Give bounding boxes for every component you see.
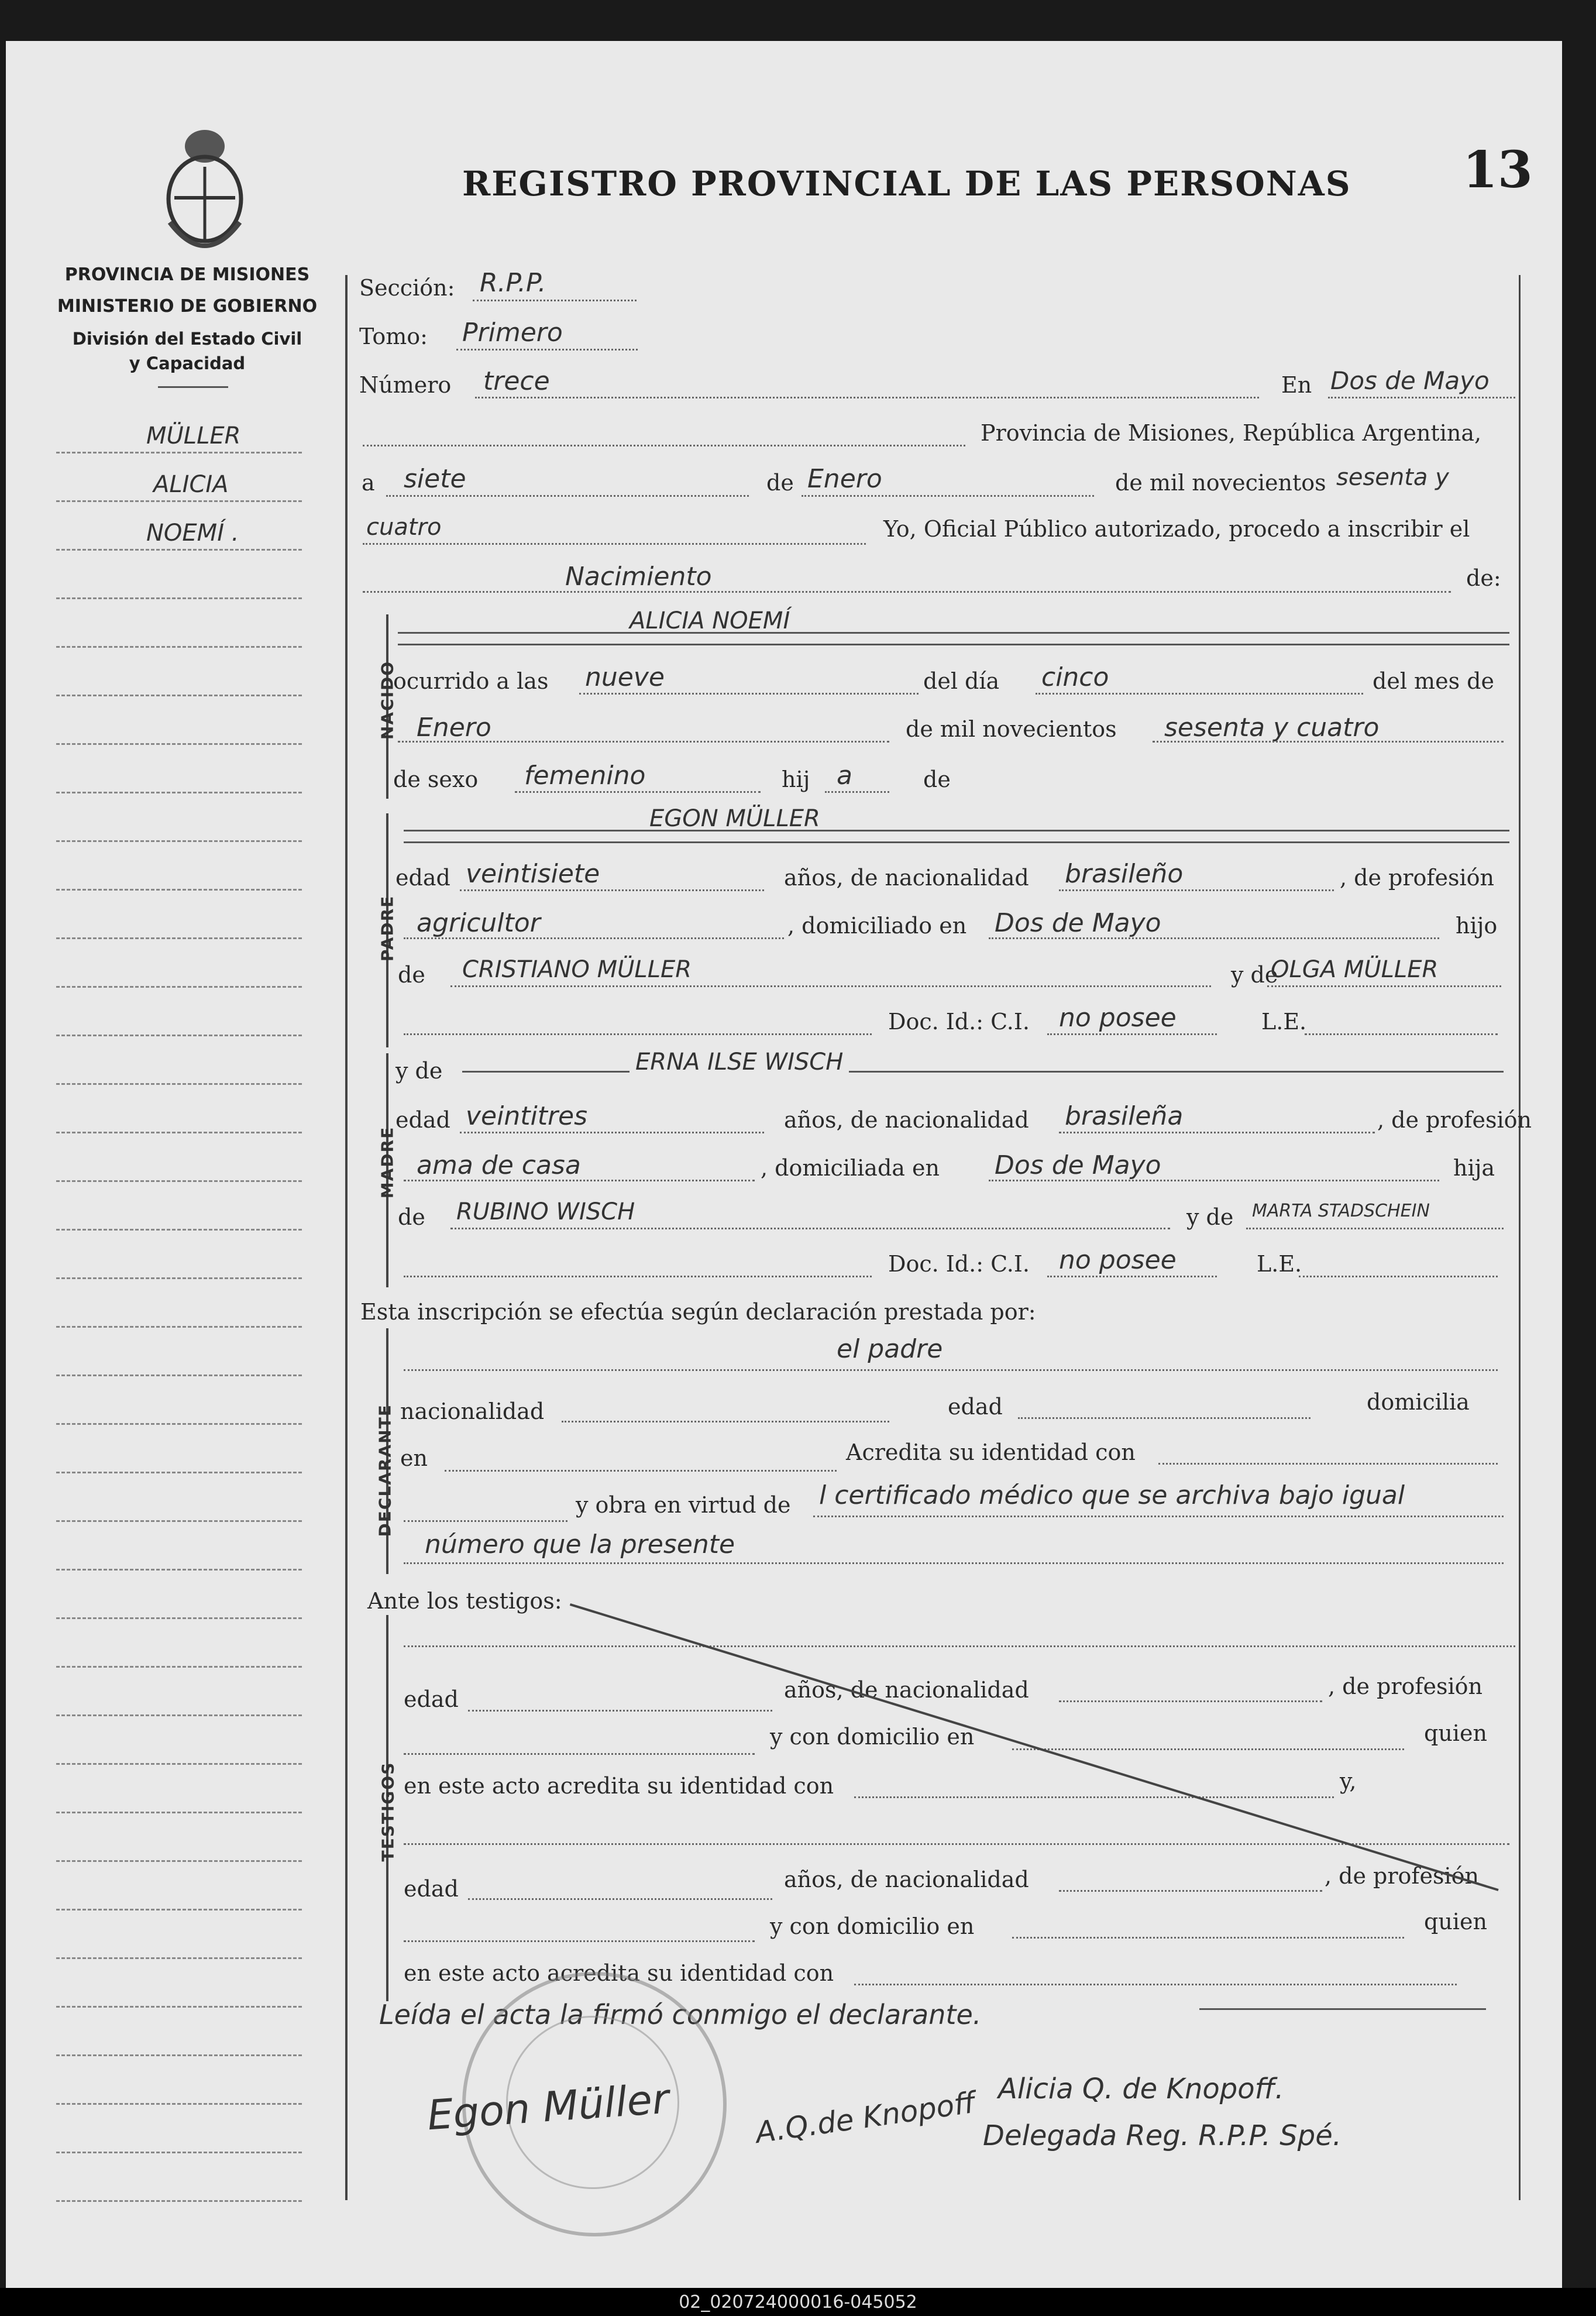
madre-le-line: [1299, 1276, 1498, 1277]
numero-label: Número: [359, 372, 452, 398]
margin-ruled-line: [56, 889, 302, 891]
oficial-cargo: Delegada Reg. R.P.P. Spé.: [983, 2119, 1342, 2152]
madre-madre-line: [1246, 1228, 1504, 1229]
padre-de-label: de: [398, 962, 425, 988]
margin-ruled-line: [56, 2152, 302, 2153]
margin-ruled-line: [56, 1666, 302, 1668]
margin-name-1: ALICIA: [153, 471, 229, 498]
margin-ruled-line: [56, 597, 302, 599]
division-line-2: y Capacidad: [129, 353, 246, 373]
margin-ruled-line: [56, 840, 302, 842]
madre-edad-line: [460, 1132, 764, 1133]
margin-ruled-line: [56, 2054, 302, 2056]
margin-ruled-line: [56, 1909, 302, 1910]
margin-ruled-line: [56, 986, 302, 988]
decl-obra-blank: [404, 1520, 567, 1522]
margin-ruled-line: [56, 792, 302, 793]
padre-le-line: [1305, 1033, 1498, 1035]
margin-ruled-line: [56, 1229, 302, 1231]
padre-doc-line: [1047, 1033, 1217, 1035]
hijo-label: hijo: [1456, 913, 1498, 939]
madre-top-rule: [462, 1071, 1504, 1073]
margin-ruled-line: [56, 1569, 302, 1571]
divider: [158, 386, 228, 388]
t1-prof-label: , de profesión: [1328, 1674, 1483, 1699]
nacido-top-rule: [398, 632, 1509, 634]
nacido-section-label: NACIDO: [377, 660, 397, 740]
en-line: [1328, 397, 1515, 398]
madre-profesion: ama de casa: [417, 1150, 581, 1180]
main-right-border: [1519, 275, 1521, 2200]
margin-ruled-line: [56, 1812, 302, 1813]
t2-prof-line: [404, 1940, 755, 1942]
declarante-signature: Egon Müller: [425, 2074, 670, 2140]
padre-domicilio: Dos de Mayo: [995, 908, 1161, 938]
margin-ruled-line: [56, 1957, 302, 1959]
padre-doc-value: no posee: [1059, 1003, 1177, 1033]
hora-value: nueve: [585, 662, 665, 692]
madre-nac-label: años, de nacionalidad: [784, 1107, 1029, 1133]
numero-line: [475, 397, 1259, 398]
decl-en-line: [445, 1470, 837, 1472]
mes-value: Enero: [807, 464, 882, 494]
decl-edad-label: edad: [948, 1394, 1003, 1420]
tomo-value: Primero: [462, 318, 563, 348]
testigos-section-label: TESTIGOS: [378, 1761, 398, 1862]
t2-quien-label: quien: [1424, 1909, 1487, 1934]
margin-ruled-line: [56, 1714, 302, 1716]
dia-line: [386, 495, 749, 497]
sexo-label: de sexo: [393, 767, 479, 792]
declarante-intro: Esta inscripción se efectúa según declaración prestada por:: [360, 1299, 1036, 1325]
padre-doc-blank: [404, 1033, 872, 1035]
closing-rule: [1199, 2008, 1486, 2010]
t2-nac-label: años, de nacionalidad: [784, 1867, 1029, 1892]
division-line-1: División del Estado Civil: [72, 329, 302, 349]
margin-ruled-line: [56, 1180, 302, 1182]
hija-label: hija: [1453, 1155, 1495, 1181]
madre-doc-label: Doc. Id.: C.I.: [888, 1251, 1030, 1277]
padre-prof-line: [404, 937, 784, 939]
padre-section-label: PADRE: [377, 895, 397, 962]
margin-ruled-line: [56, 743, 302, 745]
madre-dom-line: [989, 1180, 1439, 1181]
declarante-section-label: DECLARANTE: [375, 1404, 395, 1537]
decl-domicilia-label: domicilia: [1367, 1389, 1470, 1415]
t2-nac-line: [1059, 1890, 1322, 1892]
tomo-line: [456, 349, 638, 351]
page-number: 13: [1463, 140, 1533, 200]
anio-line: [363, 543, 866, 545]
dia-value: siete: [404, 464, 466, 494]
hij-suffix: a: [837, 761, 852, 791]
margin-ruled-line: [56, 1472, 302, 1473]
anio-nac-value: sesenta y cuatro: [1164, 713, 1380, 743]
madre-doc-value: no posee: [1059, 1245, 1177, 1275]
madre-edad-label: edad: [395, 1107, 450, 1133]
t1-y-label: y,: [1340, 1768, 1357, 1794]
t1-quien-label: quien: [1424, 1720, 1487, 1746]
madre-doc-line: [1047, 1276, 1217, 1277]
t2-acredita-label: en este acto acredita su identidad con: [404, 1960, 834, 1986]
decl-obra-line-1: [813, 1516, 1504, 1517]
decl-obra-2: número que la presente: [425, 1530, 735, 1559]
padre-padre-line: [450, 985, 1211, 987]
closing-text: Leída el acta la firmó conmigo el declarante.: [379, 1999, 982, 2030]
decl-obra-line-2: [404, 1562, 1504, 1564]
padre-edad-label: edad: [395, 865, 450, 891]
mes-nac-line: [398, 741, 889, 743]
margin-name-2: NOEMÍ .: [146, 520, 239, 547]
padre-le-label: L.E.: [1261, 1009, 1307, 1035]
padre-top-rule: [404, 830, 1509, 831]
t1-acredita-line: [854, 1796, 1334, 1798]
oficial-signature: A.Q.de Knopoff: [753, 2085, 978, 2150]
madre-y-de-label: y de: [395, 1058, 443, 1084]
margin-ruled-line: [56, 1326, 302, 1328]
padre-nac-label: años, de nacionalidad: [784, 865, 1029, 891]
en-value: Dos de Mayo: [1330, 366, 1490, 395]
mes-nac-value: Enero: [417, 713, 491, 743]
sexo-value: femenino: [524, 761, 646, 791]
decl-edad-line: [1018, 1417, 1310, 1419]
provincia-text: Provincia de Misiones, República Argentina,: [981, 420, 1482, 446]
margin-ruled-line: [56, 1277, 302, 1279]
testigo1-name-line: [404, 1645, 1515, 1647]
madre-edad-value: veintitres: [466, 1101, 588, 1131]
padre-madre-de: OLGA MÜLLER: [1271, 956, 1439, 983]
padre-nacionalidad: brasileño: [1065, 859, 1184, 889]
seccion-value: R.P.P.: [480, 268, 546, 298]
padre-doc-label: Doc. Id.: C.I.: [888, 1009, 1030, 1035]
mil-label: de mil novecientos: [1115, 470, 1326, 496]
blank-line: [363, 445, 965, 446]
margin-ruled-line: [56, 1617, 302, 1619]
t2-dom-line: [1012, 1937, 1404, 1939]
dia-nac-line: [1036, 693, 1363, 695]
en-label: En: [1281, 372, 1312, 398]
seccion-label: Sección:: [359, 275, 455, 301]
t1-edad-label: edad: [404, 1686, 459, 1712]
decl-obra-label: y obra en virtud de: [576, 1492, 791, 1518]
decl-acredita-line: [1158, 1463, 1498, 1465]
madre-padre-de: RUBINO WISCH: [456, 1198, 635, 1225]
declarante-nombre-line: [404, 1369, 1498, 1371]
t1-edad-line: [468, 1710, 772, 1712]
padre-madre-line: [1267, 985, 1501, 987]
nacido-nombre: ALICIA NOEMÍ: [630, 607, 790, 634]
decl-nac-line: [562, 1421, 889, 1422]
tomo-label: Tomo:: [359, 324, 428, 349]
de-colon: de:: [1466, 565, 1501, 591]
padre-padre-de: CRISTIANO MÜLLER: [462, 956, 692, 983]
decl-acredita-label: Acredita su identidad con: [846, 1439, 1136, 1465]
madre-nombre: ERNA ILSE WISCH: [630, 1049, 849, 1075]
t1-dom-label: y con domicilio en: [770, 1724, 975, 1750]
padre-nac-line: [1059, 889, 1334, 891]
sexo-line: [515, 791, 761, 793]
decl-en-label: en: [400, 1445, 428, 1471]
margin-ruled-line: [56, 2006, 302, 2008]
decl-obra-1: l certificado médico que se archiva bajo igual: [819, 1480, 1405, 1510]
ocurrido-label: ocurrido a las: [393, 668, 549, 694]
margin-ruled-line: [56, 2103, 302, 2105]
coat-of-arms-icon: [158, 123, 252, 263]
t1-nac-label: años, de nacionalidad: [784, 1677, 1029, 1703]
madre-dom-label: , domiciliada en: [761, 1155, 940, 1181]
margin-ruled-line: [56, 2200, 302, 2202]
margin-ruled-line: [56, 937, 302, 939]
madre-prof-line: [404, 1180, 755, 1181]
margin-ruled-line: [56, 1132, 302, 1133]
madre-le-label: L.E.: [1257, 1251, 1302, 1277]
anio-value-2: cuatro: [366, 514, 442, 541]
margin-ruled-line: [56, 646, 302, 648]
acto-value: Nacimiento: [565, 562, 712, 592]
margin-ruled-line: [56, 1763, 302, 1765]
t1-prof-line: [404, 1753, 755, 1755]
anio-value-1: sesenta y: [1336, 464, 1449, 491]
province-heading: PROVINCIA DE MISIONES: [64, 264, 310, 285]
page-title: REGISTRO PROVINCIAL DE LAS PERSONAS: [462, 164, 1351, 204]
de-label: de: [766, 470, 794, 496]
madre-prof-label: , de profesión: [1377, 1107, 1532, 1133]
hora-line: [579, 693, 919, 695]
madre-nacionalidad: brasileña: [1065, 1101, 1184, 1131]
mil-nac-label: de mil novecientos: [906, 716, 1117, 742]
padre-edad-line: [460, 889, 764, 891]
testigos-ante-label: Ante los testigos:: [367, 1588, 562, 1614]
mes-line: [802, 495, 1094, 497]
hij-line: [825, 791, 889, 793]
madre-domicilio: Dos de Mayo: [995, 1150, 1161, 1180]
hij-label: hij: [782, 767, 810, 792]
ministry-heading: MINISTERIO DE GOBIERNO: [57, 296, 318, 317]
margin-ruled-line: [56, 1520, 302, 1522]
anio-nac-line: [1153, 741, 1504, 743]
main-left-border: [345, 275, 348, 2200]
madre-de-label: de: [398, 1204, 425, 1230]
numero-value: trece: [483, 366, 550, 396]
document-code: 02_020724000016-045052: [679, 2292, 917, 2312]
padre-rule: [404, 841, 1509, 843]
acto-line: [363, 591, 1451, 593]
t1-acredita-label: en este acto acredita su identidad con: [404, 1773, 834, 1799]
del-dia-label: del día: [923, 668, 1000, 694]
t1-dom-line: [1012, 1748, 1404, 1750]
madre-nac-line: [1059, 1132, 1375, 1133]
dia-nac-value: cinco: [1041, 662, 1109, 692]
madre-y-de-label2: y de: [1186, 1204, 1234, 1230]
padre-prof-label: , de profesión: [1340, 865, 1494, 891]
margin-ruled-line: [56, 1375, 302, 1376]
t2-acredita-line: [854, 1984, 1457, 1985]
margin-ruled-line: [56, 549, 302, 551]
del-mes-label: del mes de: [1373, 668, 1494, 694]
margin-ruled-line: [56, 1423, 302, 1425]
madre-section-label: MADRE: [377, 1126, 397, 1199]
t1-nac-line: [1059, 1700, 1322, 1702]
margin-ruled-line: [56, 452, 302, 453]
padre-edad-value: veintisiete: [466, 859, 600, 889]
madre-padre-line: [450, 1228, 1170, 1229]
t2-prof-label: , de profesión: [1325, 1863, 1479, 1889]
decl-nacionalidad-label: nacionalidad: [400, 1398, 545, 1424]
margin-ruled-line: [56, 1083, 302, 1085]
margin-ruled-line: [56, 1035, 302, 1036]
padre-y-de-label: y de: [1231, 962, 1278, 988]
madre-madre-de: MARTA STADSCHEIN: [1252, 1201, 1430, 1221]
oficial-text: Yo, Oficial Público autorizado, procedo a inscribir el: [883, 516, 1470, 542]
padre-profesion: agricultor: [417, 908, 541, 938]
t2-edad-label: edad: [404, 1876, 459, 1902]
padre-dom-label: , domiciliado en: [787, 913, 967, 939]
t2-dom-label: y con domicilio en: [770, 1913, 975, 1939]
padre-nombre: EGON MÜLLER: [649, 805, 820, 832]
margin-ruled-line: [56, 1860, 302, 1862]
padre-dom-line: [989, 937, 1439, 939]
margin-ruled-line: [56, 500, 302, 502]
nacido-rule: [398, 644, 1509, 645]
margin-surname: MÜLLER: [146, 422, 241, 449]
seccion-line: [473, 300, 637, 301]
oficial-nombre: Alicia Q. de Knopoff.: [998, 2073, 1284, 2105]
margin-ruled-line: [56, 695, 302, 696]
nacido-de-label: de: [923, 767, 951, 792]
t2-edad-line: [468, 1898, 772, 1900]
madre-doc-blank: [404, 1276, 872, 1277]
declarante-nombre: el padre: [837, 1334, 943, 1364]
a-label: a: [362, 470, 375, 496]
